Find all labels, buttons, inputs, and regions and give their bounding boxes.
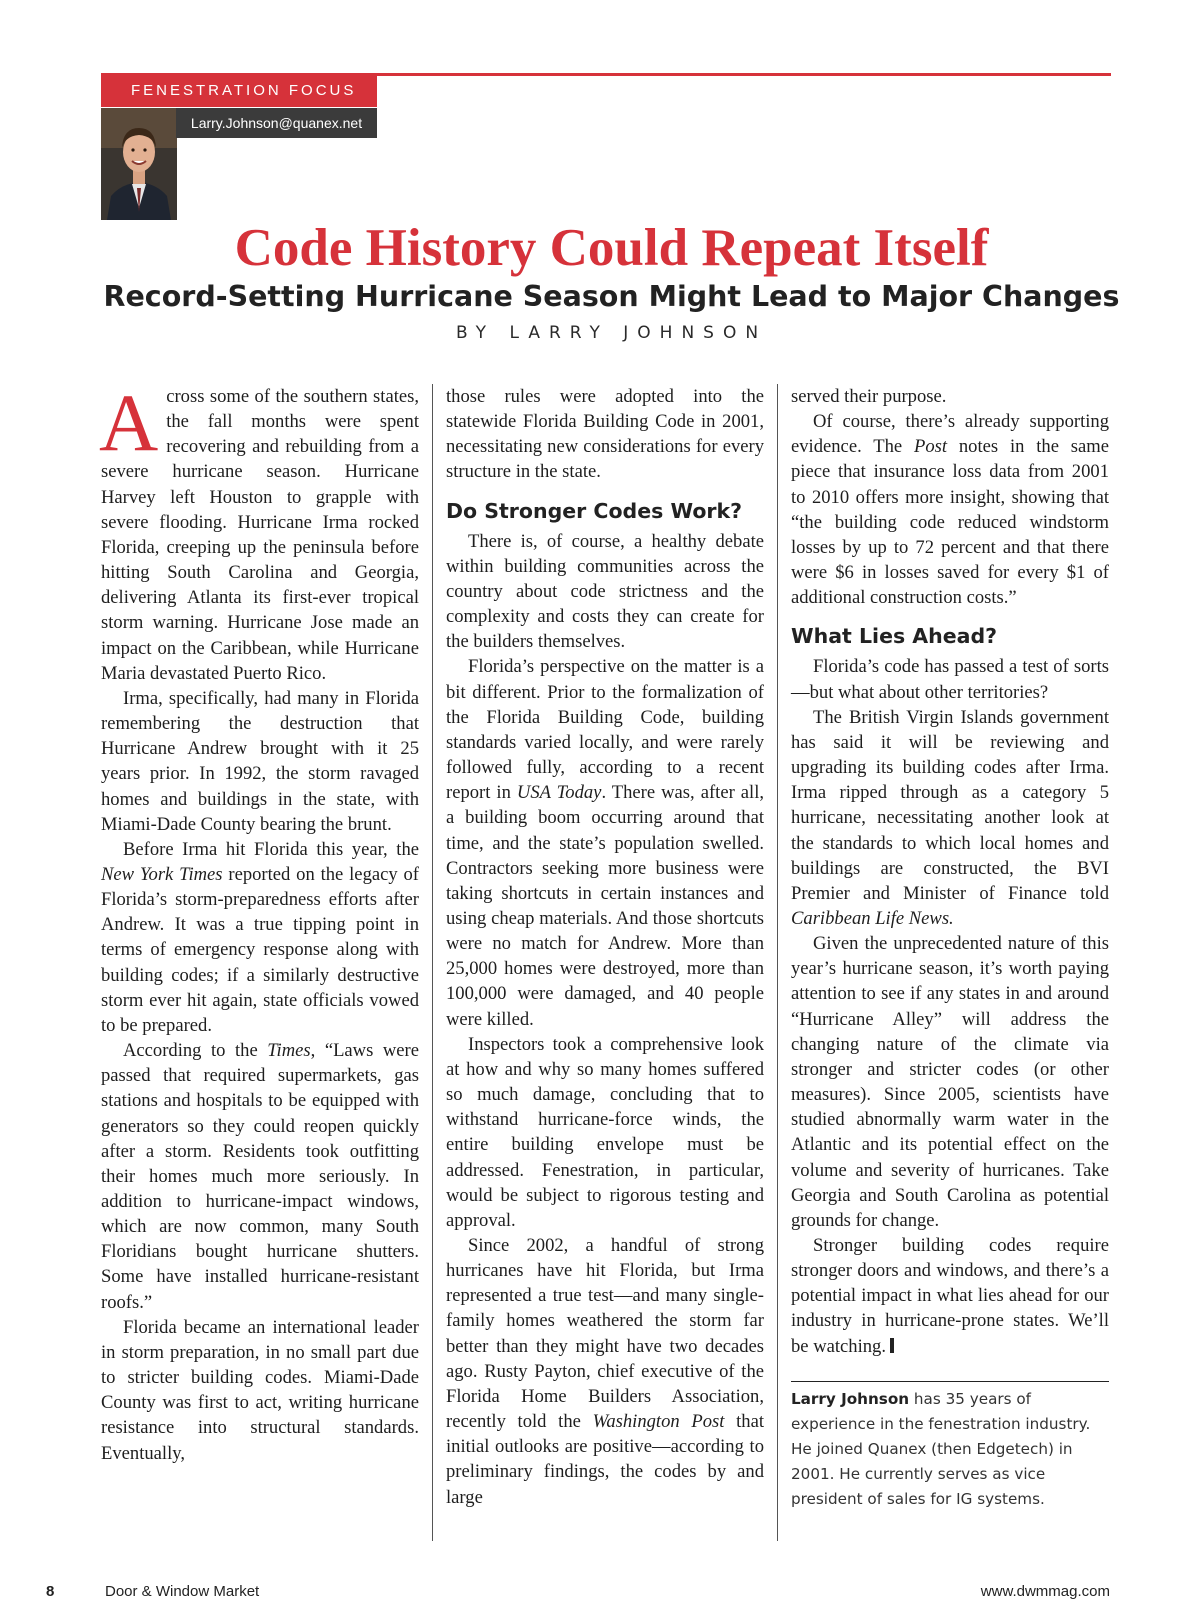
- paragraph: served their purpose.: [791, 386, 947, 407]
- paragraph: There is, of course, a healthy debate within building communities across the country about code strictness and the complexity and costs they can create for the builders themselves.: [446, 530, 764, 653]
- paragraph: Florida’s perspective on the matter is a bit different. Prior to the formalization of the Florida Building Code, building standards varied locally, and were rarely followed fully, according to a recent report in USA Today. There was, after all, a building boom occurring around that time, and the state’s population swelled. Contractors seeking more business were taking shortcuts in certain instances and using cheap materials. And those shortcuts were no match for Andrew. More than 25,000 homes were destroyed, more than 100,000 were damaged, and 40 people were killed.: [446, 656, 765, 1030]
- author-photo: [101, 108, 177, 220]
- byline: BY LARRY JOHNSON: [455, 323, 768, 343]
- section-heading: What Lies Ahead?: [791, 624, 998, 649]
- paragraph: Before Irma hit Florida this year, the New York Times reported on the legacy of Florida’s storm-preparedness efforts after Andrew. It was a true tipping point in terms of emergency response along with building codes; if a similarly destructive storm ever hit again, state officials vowed to be prepared.: [101, 838, 419, 1036]
- paragraph: Florida’s code has passed a test of sorts—but what about other territories?: [791, 656, 1109, 703]
- author-bio: Larry Johnson has 35 years of experience in the fenestration industry. He joined Quanex (then Edgetech) in 2001. He currently serves as vice president of sales for IG systems.: [791, 1381, 1109, 1512]
- column-divider: [432, 384, 433, 1541]
- paragraph: Given the unprecedented nature of this year’s hurricane season, it’s worth paying attention to see if any states in and around “Hurricane Alley” will address the changing nature of the climate via stronger and stricter codes (or other measures). Since 2005, scientists have studied abnormally warm water in the Atlantic and its potential effect on the volume and severity of hurricanes. Take Georgia and South Carolina as potential grounds for change.: [791, 933, 1109, 1231]
- page-number: 8: [46, 1583, 55, 1600]
- article-subtitle: Record-Setting Hurricane Season Might Lead to Major Changes: [103, 280, 1120, 313]
- paragraph: According to the Times, “Laws were passed that required supermarkets, gas stations and hospitals to be equipped with generators so they could reopen quickly after a storm. Residents took outfitting their homes much more seriously. In addition to hurricane-impact windows, which are now common, many South Floridians bought hurricane shutters. Some have installed hurricane-resistant roofs.”: [101, 1040, 419, 1313]
- magazine-name: Door & Window Market: [105, 1583, 260, 1600]
- paragraph: Inspectors took a comprehensive look at how and why so many homes suffered so much damage, concluding that to withstand hurricane-force winds, the entire building envelope must be addressed. Fenestration, in particular, would be subject to rigorous testing and approval.: [446, 1033, 764, 1231]
- magazine-url[interactable]: www.dwmmag.com: [980, 1583, 1110, 1600]
- section-heading: Do Stronger Codes Work?: [446, 498, 743, 523]
- section-label: FENESTRATION FOCUS: [101, 75, 377, 107]
- paragraph: Of course, there’s already supporting evidence. The Post notes in the same piece that insurance loss data from 2001 to 2010 offers more insight, showing that “the building code reduced windstorm losses by up to 72 percent and that there were $6 in losses saved for every $1 of additional construction costs.”: [791, 411, 1109, 609]
- paragraph: those rules were adopted into the statewide Florida Building Code in 2001, necessitating new considerations for every structure in the state.: [446, 386, 764, 483]
- paragraph: Across some of the southern states, the fall months were spent recovering and rebuilding from a severe hurricane season. Hurricane Harvey left Houston to grapple with severe flooding. Hurricane Irma rocked Florida, creeping up the peninsula before hitting South Carolina and Georgia, delivering Atlanta its first-ever tropical storm warning. Hurricane Jose made an impact on the Caribbean, while Hurricane Maria devastated Puerto Rico.: [99, 377, 419, 684]
- paragraph: Florida became an international leader in storm preparation, in no small part due to stricter building codes. Miami-Dade County was first to act, writing hurricane resistance into structural standards. Eventually,: [101, 1316, 419, 1464]
- paragraph: Since 2002, a handful of strong hurricanes have hit Florida, but Irma represented a true test—and many single-family homes weathered the storm far better than they might have two decades ago. Rusty Payton, chief executive of the Florida Home Builders Association, recently told the Washington Post that initial outlooks are positive—according to preliminary findings, the codes by and large: [446, 1235, 764, 1508]
- paragraph: Irma, specifically, had many in Florida remembering the destruction that Hurricane Andrew brought with it 25 years prior. In 1992, the storm ravaged homes and buildings in the state, with Miami-Dade County bearing the brunt.: [101, 687, 419, 835]
- article-column-1: [99, 377, 419, 1466]
- article-column-3: [791, 384, 1109, 1512]
- author-portrait-image: [101, 108, 177, 220]
- end-of-article-mark: [890, 1338, 894, 1353]
- drop-cap: A: [99, 377, 159, 468]
- article-column-2: [446, 384, 764, 1510]
- paragraph: The British Virgin Islands government has said it will be reviewing and upgrading its building codes after Irma. Irma ripped through as a category 5 hurricane, necessitating another look at the standards to which local homes and buildings are constructed, the BVI Premier and Minister of Finance told Caribbean Life News.: [791, 706, 1109, 929]
- paragraph: Stronger building codes require stronger doors and windows, and there’s a potential impact in what lies ahead for our industry in hurricane-prone states. We’ll be watching.: [791, 1235, 1109, 1357]
- article-title: Code History Could Repeat Itself: [234, 219, 989, 277]
- bio-author-name: Larry Johnson: [791, 1389, 910, 1408]
- author-email[interactable]: Larry.Johnson@quanex.net: [176, 108, 377, 138]
- column-divider: [777, 384, 778, 1541]
